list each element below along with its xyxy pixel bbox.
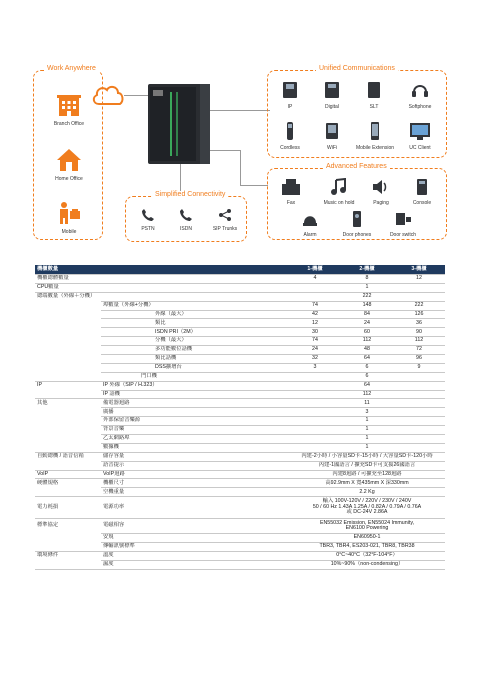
table-cell: 60 (341, 328, 393, 337)
table-row (35, 470, 445, 479)
table-row (35, 346, 445, 355)
uc-item-digital (317, 80, 347, 110)
feature-alarm-label: Alarm (303, 232, 317, 238)
table-cell: 機櫃總體數量 (35, 275, 101, 284)
work-anywhere-title: Work Anywhere (44, 65, 99, 72)
table-cell: TBR3, TBR4, ES203-021, TBR8, TBR38 (289, 543, 445, 552)
table-cell: 74 (289, 337, 341, 346)
simplified-connectivity-title: Simplified Connectivity (152, 191, 228, 198)
spec-table-header (35, 265, 445, 275)
connector-features-h (240, 185, 268, 186)
feature-music-label: Music on hold (323, 200, 355, 206)
header-cell: 3-機櫃 (393, 265, 445, 275)
table-cell: 類比話機 (139, 355, 289, 364)
slt-phone-icon (365, 80, 383, 100)
table-cell: 多功能數位話機 (139, 346, 289, 355)
header-cell: 1-機櫃 (289, 265, 341, 275)
feature-paging-label: Paging (373, 200, 389, 206)
console-icon (412, 178, 432, 196)
table-cell (35, 363, 101, 372)
connector-to-uc (210, 110, 270, 111)
table-cell (101, 372, 139, 381)
ip-phone-icon (281, 80, 299, 100)
table-row (35, 390, 445, 399)
unified-communications-title: Unified Communications (316, 65, 398, 72)
uc-item-softphone (401, 80, 439, 110)
table-cell: 門口機 (139, 372, 289, 381)
table-cell (101, 346, 139, 355)
connectivity-isdn (172, 208, 200, 232)
table-cell (35, 461, 101, 470)
pbx-cabinet (148, 84, 210, 164)
advanced-features-title: Advanced Features (323, 163, 390, 170)
table-cell (35, 310, 101, 319)
table-cell (101, 328, 139, 337)
table-cell: 12 (393, 275, 445, 284)
uc-item-softphone-label: Softphone (408, 104, 432, 110)
table-cell (35, 328, 101, 337)
table-cell: 3 (289, 408, 445, 417)
table-cell: IP 話機 (101, 390, 289, 399)
table-row (35, 355, 445, 364)
table-cell (35, 534, 101, 543)
table-cell: 6 (289, 372, 445, 381)
table-row (35, 443, 445, 452)
table-cell: 84 (341, 310, 393, 319)
table-row (35, 328, 445, 337)
table-cell (101, 319, 139, 328)
feature-door-phones (337, 210, 377, 238)
phone-handset-icon (141, 208, 155, 222)
connector-to-features (210, 150, 241, 186)
cordless-phone-icon (281, 121, 299, 141)
table-row (35, 552, 445, 561)
uc-item-digital-label: Digital (325, 104, 339, 110)
home-icon (56, 148, 82, 172)
feature-console-label: Console (412, 200, 432, 206)
table-cell: 32 (289, 355, 341, 364)
table-cell: 12 (289, 319, 341, 328)
mobile-label: Mobile (61, 229, 77, 235)
uc-client-icon (409, 121, 431, 141)
share-icon (218, 208, 232, 222)
table-cell: 輸入 100V-120V / 220V / 230V / 240V 50 / 60 Hz 1.43A 1.25A / 0.82A / 0.79A / 0.76A 或 DC-24V 2.86A (289, 497, 445, 519)
table-cell: EN60950-1 (289, 534, 445, 543)
table-cell: 9 (393, 363, 445, 372)
door-phone-icon (347, 210, 367, 228)
door-switch-icon (393, 210, 413, 228)
table-row (35, 381, 445, 390)
table-cell (35, 337, 101, 346)
phone-handset-icon (179, 208, 193, 222)
table-cell: 外部保留音樂源 (101, 417, 289, 426)
table-cell: 電磁相容 (101, 519, 289, 534)
table-row (35, 399, 445, 408)
table-row (35, 363, 445, 372)
fax-icon (281, 178, 301, 196)
table-cell: 自動總機 / 語音信箱 (37, 452, 84, 459)
table-cell (35, 417, 101, 426)
uc-item-cordless (275, 121, 305, 151)
table-cell (101, 283, 289, 292)
uc-item-ip (275, 80, 305, 110)
mobile-worker-icon (55, 201, 83, 225)
table-cell: DSS擴增台 (139, 363, 289, 372)
table-cell (35, 435, 101, 444)
feature-fax (275, 178, 307, 206)
feature-door-switch-label: Door switch (389, 232, 417, 238)
table-cell: 內建-1國語言 / 擴充SD卡可支援26國語言 (289, 461, 445, 470)
table-cell: IP (37, 381, 43, 388)
table-cell: 42 (289, 310, 341, 319)
table-row (35, 337, 445, 346)
uc-item-ip-label: IP (287, 104, 293, 110)
table-cell: 4 (289, 275, 341, 284)
table-cell: 74 (289, 301, 341, 310)
feature-music (316, 178, 362, 206)
cabinet-door (150, 87, 196, 161)
table-cell: IP 外線（SIP / H.323） (101, 381, 289, 390)
branch-office-label: Branch Office (53, 121, 85, 127)
table-cell: 傳輸訊號標準 (101, 543, 289, 552)
table-cell: 48 (341, 346, 393, 355)
table-cell: ISDN PRI（2M） (139, 328, 289, 337)
table-row (35, 560, 445, 569)
table-cell: 36 (393, 319, 445, 328)
table-row (35, 435, 445, 444)
connectivity-pstn (134, 208, 162, 232)
header-cell: 2-機櫃 (341, 265, 393, 275)
table-cell: 2.2 Kg (289, 488, 445, 497)
table-cell (35, 346, 101, 355)
uc-item-uc-client-label: UC Client (409, 145, 431, 151)
table-cell: 溫度 (101, 552, 289, 561)
table-cell: 8 (341, 275, 393, 284)
table-cell: 11 (289, 399, 445, 408)
connectivity-pstn-label: PSTN (141, 226, 155, 232)
table-cell: 電源功率 (101, 497, 289, 519)
table-cell: 分機（最大） (139, 337, 289, 346)
table-cell: 埠數量（外線+分機） (101, 301, 289, 310)
cabinet-label-plate (153, 90, 163, 96)
table-cell: 廣播 (101, 408, 289, 417)
cloud-connector (124, 95, 148, 96)
table-cell: 環境條件 (37, 552, 59, 559)
table-row (35, 283, 445, 292)
table-row (35, 319, 445, 328)
table-cell: 148 (341, 301, 393, 310)
table-row (35, 488, 445, 497)
table-cell: 1 (289, 426, 445, 435)
table-cell: 備電器迴路 (101, 399, 289, 408)
feature-alarm (294, 210, 326, 238)
connectivity-isdn-label: ISDN (180, 226, 192, 232)
table-row (35, 479, 445, 488)
table-row (35, 372, 445, 381)
home-office-item (40, 148, 98, 182)
connector-to-connectivity (180, 164, 182, 192)
table-cell (35, 390, 101, 399)
table-row (35, 497, 445, 519)
table-cell: 0°C~40°C（32°F-104°F） (289, 552, 445, 561)
spec-table-body (35, 265, 445, 569)
table-row (35, 310, 445, 319)
table-cell: 安規 (101, 534, 289, 543)
feature-paging (364, 178, 398, 206)
table-cell (101, 292, 289, 301)
digital-phone-icon (323, 80, 341, 100)
table-cell (35, 301, 101, 310)
table-cell: 標準協定 (37, 522, 59, 529)
table-cell: 語音提示 (101, 461, 289, 470)
cloud-icon (90, 82, 126, 108)
table-row (35, 292, 445, 301)
feature-console (405, 178, 439, 206)
table-row (35, 543, 445, 552)
table-cell: 3 (289, 363, 341, 372)
table-cell: 112 (393, 337, 445, 346)
table-cell: 1 (289, 283, 445, 292)
uc-item-slt-label: SLT (369, 104, 379, 110)
wifi-phone-icon (323, 121, 341, 141)
cabinet-led-strip (170, 92, 172, 156)
table-cell: 高92.9mm X 寬435mm X 深330mm (289, 479, 445, 488)
building-icon (56, 93, 82, 117)
table-cell: 類比 (139, 319, 289, 328)
mobile-extension-icon (366, 121, 384, 141)
table-row (35, 408, 445, 417)
table-cell (101, 355, 139, 364)
uc-item-wifi (317, 121, 347, 151)
connectivity-sip-trunks-label: SIP Trunks (212, 226, 238, 232)
uc-item-wifi-label: WiFi (327, 145, 337, 151)
alarm-icon (300, 210, 320, 228)
table-cell: 電力耗損 (35, 497, 101, 519)
table-cell: 112 (289, 390, 445, 399)
table-row (35, 534, 445, 543)
table-cell (35, 543, 101, 552)
connectivity-sip-trunks (208, 208, 242, 232)
table-cell: 90 (393, 328, 445, 337)
spec-table (35, 265, 445, 570)
table-cell: 10%~90%（non-condensing） (289, 560, 445, 569)
feature-door-switch (383, 210, 423, 238)
table-row (35, 301, 445, 310)
header-cell (139, 265, 289, 275)
table-cell (35, 408, 101, 417)
table-row (35, 519, 445, 534)
table-cell: 30 (289, 328, 341, 337)
table-cell (101, 337, 139, 346)
table-cell: 96 (393, 355, 445, 364)
header-cell: 機櫃數量 (35, 265, 101, 275)
table-cell: 1 (289, 435, 445, 444)
table-cell: 222 (289, 292, 445, 301)
feature-fax-label: Fax (286, 200, 296, 206)
table-cell: 64 (289, 381, 445, 390)
table-cell: 1 (289, 417, 445, 426)
feature-door-phones-label: Door phones (342, 232, 372, 238)
table-cell (35, 560, 101, 569)
header-cell (101, 265, 139, 275)
table-cell: CPU數量 (35, 283, 101, 292)
music-icon (329, 178, 349, 196)
table-cell: 1 (289, 443, 445, 452)
table-row (35, 461, 445, 470)
table-cell: 126 (393, 310, 445, 319)
table-cell (35, 488, 101, 497)
table-cell (35, 426, 101, 435)
table-cell: 濕度 (101, 560, 289, 569)
table-row (35, 426, 445, 435)
cabinet-led-strip-2 (176, 92, 178, 156)
table-row (35, 275, 445, 284)
table-cell: 112 (341, 337, 393, 346)
headset-icon (411, 80, 429, 100)
table-cell: 24 (341, 319, 393, 328)
table-cell: 24 (289, 346, 341, 355)
mobile-item (40, 201, 98, 235)
table-cell: 內建8迴路 / 可擴充至128迴路 (289, 470, 445, 479)
table-cell: 64 (341, 355, 393, 364)
table-row (35, 417, 445, 426)
table-cell (35, 372, 101, 381)
uc-item-slt (359, 80, 389, 110)
table-cell (35, 319, 101, 328)
table-cell: 機櫃尺寸 (101, 479, 289, 488)
table-cell (101, 275, 289, 284)
uc-item-mobile-extension (352, 121, 398, 151)
table-cell: 內建-2小時 / 小容量SD卡-15小時 / 大容量SD卡-120小時 (289, 452, 445, 461)
table-cell: 數據機 (101, 443, 289, 452)
table-cell (35, 355, 101, 364)
table-cell: 72 (393, 346, 445, 355)
table-cell: 乙太網路埠 (101, 435, 289, 444)
uc-item-uc-client (401, 121, 439, 151)
table-cell: 空機重量 (101, 488, 289, 497)
home-office-label: Home Office (55, 176, 83, 182)
table-cell: EN55032 Emission, EN55024 Immunity, EN6100 Powering (289, 519, 445, 534)
uc-item-cordless-label: Cordless (280, 145, 300, 151)
table-cell (101, 363, 139, 372)
uc-item-mobile-extension-label: Mobile Extension (355, 145, 395, 151)
cabinet-side (200, 84, 210, 164)
table-cell: 背景音樂 (101, 426, 289, 435)
table-cell: 總端數量（外線＋分機） (37, 292, 96, 299)
table-cell: 硬體規格 (37, 479, 59, 486)
table-cell: 222 (393, 301, 445, 310)
table-cell: VoIP迴路 (101, 470, 289, 479)
table-cell: 6 (341, 363, 393, 372)
table-cell: 外線（最大） (139, 310, 289, 319)
table-cell: 儲存容量 (101, 452, 289, 461)
table-row (35, 452, 445, 461)
table-cell: 其他 (37, 399, 48, 406)
table-cell (101, 310, 139, 319)
speaker-icon (371, 178, 391, 196)
table-cell: VoIP (35, 470, 101, 479)
table-cell (35, 443, 101, 452)
